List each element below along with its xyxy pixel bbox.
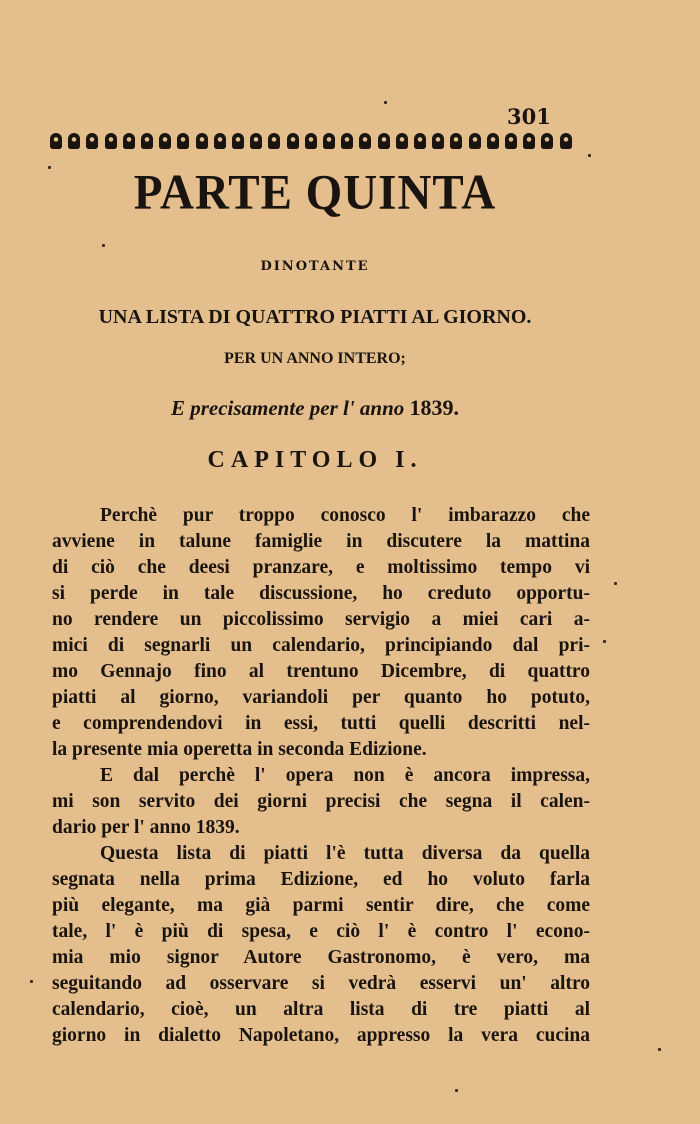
body-line: calendario, cioè, un altra lista di tre piatti al xyxy=(52,999,590,1020)
body-line: Perchè pur troppo conosco l' imbarazzo che xyxy=(100,505,590,526)
ornament-glyph xyxy=(196,133,208,149)
heading-line-precise xyxy=(0,395,630,421)
ornament-glyph xyxy=(523,133,535,149)
body-line: segnata nella prima Edizione, ed ho voluto farla xyxy=(52,869,590,890)
heading-line-year: PER UN ANNO INTERO; xyxy=(224,350,406,367)
body-line: no rendere un piccolissimo servigio a miei cari a- xyxy=(52,609,590,630)
print-speck xyxy=(614,582,617,585)
ornament-glyph xyxy=(268,133,280,149)
ornament-glyph xyxy=(86,133,98,149)
ornament-glyph xyxy=(105,133,117,149)
ornament-border xyxy=(50,128,572,154)
body-line: giorno in dialetto Napoletano, appresso la vera cucina xyxy=(52,1025,590,1046)
body-line: tale, l' è più di spesa, e ciò l' è contro l' econo- xyxy=(52,921,590,942)
body-text xyxy=(52,503,590,1049)
ornament-glyph xyxy=(123,133,135,149)
heading-year: 1839. xyxy=(409,395,460,420)
ornament-glyph xyxy=(432,133,444,149)
ornament-glyph xyxy=(250,133,262,149)
print-speck xyxy=(455,1089,458,1092)
print-speck xyxy=(603,640,606,643)
body-line: mo Gennajo fino al trentuno Dicembre, di quattro xyxy=(52,661,590,682)
ornament-glyph xyxy=(159,133,171,149)
subtitle: DINOTANTE xyxy=(260,259,370,274)
ornament-glyph xyxy=(68,133,80,149)
ornament-glyph xyxy=(177,133,189,149)
ornament-glyph xyxy=(341,133,353,149)
print-speck xyxy=(48,166,51,169)
ornament-glyph xyxy=(378,133,390,149)
body-line: mia mio signor Autore Gastronomo, è vero, ma xyxy=(52,947,590,968)
body-line: seguitando ad osservare si vedrà esservi un' altro xyxy=(52,973,590,994)
body-line: mi son servito dei giorni precisi che segna il calen- xyxy=(52,791,590,812)
ornament-glyph xyxy=(541,133,553,149)
chapter-heading: CAPITOLO I. xyxy=(207,447,423,473)
body-line: avviene in talune famiglie in discutere la mattina xyxy=(52,531,590,552)
page-number: 301 xyxy=(507,104,551,129)
ornament-glyph xyxy=(450,133,462,149)
ornament-glyph xyxy=(560,133,572,149)
ornament-glyph xyxy=(487,133,499,149)
print-speck xyxy=(30,980,33,983)
body-line: si perde in tale discussione, ho creduto opportu- xyxy=(52,583,590,604)
ornament-glyph xyxy=(323,133,335,149)
body-line: più elegante, ma già parmi sentir dire, che come xyxy=(52,895,590,916)
body-line: di ciò che deesi pranzare, e moltissimo tempo vi xyxy=(52,557,590,578)
body-line: la presente mia operetta in seconda Edizione. xyxy=(52,739,427,760)
print-speck xyxy=(102,244,105,247)
ornament-glyph xyxy=(214,133,226,149)
ornament-glyph xyxy=(305,133,317,149)
ornament-glyph xyxy=(414,133,426,149)
ornament-glyph xyxy=(505,133,517,149)
body-line: mici di segnarli un calendario, principiando dal pri- xyxy=(52,635,590,656)
body-line: piatti al giorno, variandoli per quanto ho potuto, xyxy=(52,687,590,708)
body-line: dario per l' anno 1839. xyxy=(52,817,240,838)
heading-line-list: UNA LISTA DI QUATTRO PIATTI AL GIORNO. xyxy=(98,306,532,328)
ornament-glyph xyxy=(50,133,62,149)
ornament-glyph xyxy=(469,133,481,149)
body-line: E dal perchè l' opera non è ancora impressa, xyxy=(100,765,590,786)
body-line: Questa lista di piatti l'è tutta diversa da quella xyxy=(100,843,590,864)
page-title: PARTE QUINTA xyxy=(133,165,497,221)
print-speck xyxy=(658,1048,661,1051)
ornament-glyph xyxy=(359,133,371,149)
ornament-glyph xyxy=(287,133,299,149)
ornament-glyph xyxy=(232,133,244,149)
ornament-glyph xyxy=(141,133,153,149)
print-speck xyxy=(588,154,591,157)
heading-line-precise-text: E precisamente per l' anno xyxy=(170,396,405,420)
body-line: e comprendendovi in essi, tutti quelli descritti nel- xyxy=(52,713,590,734)
ornament-glyph xyxy=(396,133,408,149)
print-speck xyxy=(384,101,387,104)
